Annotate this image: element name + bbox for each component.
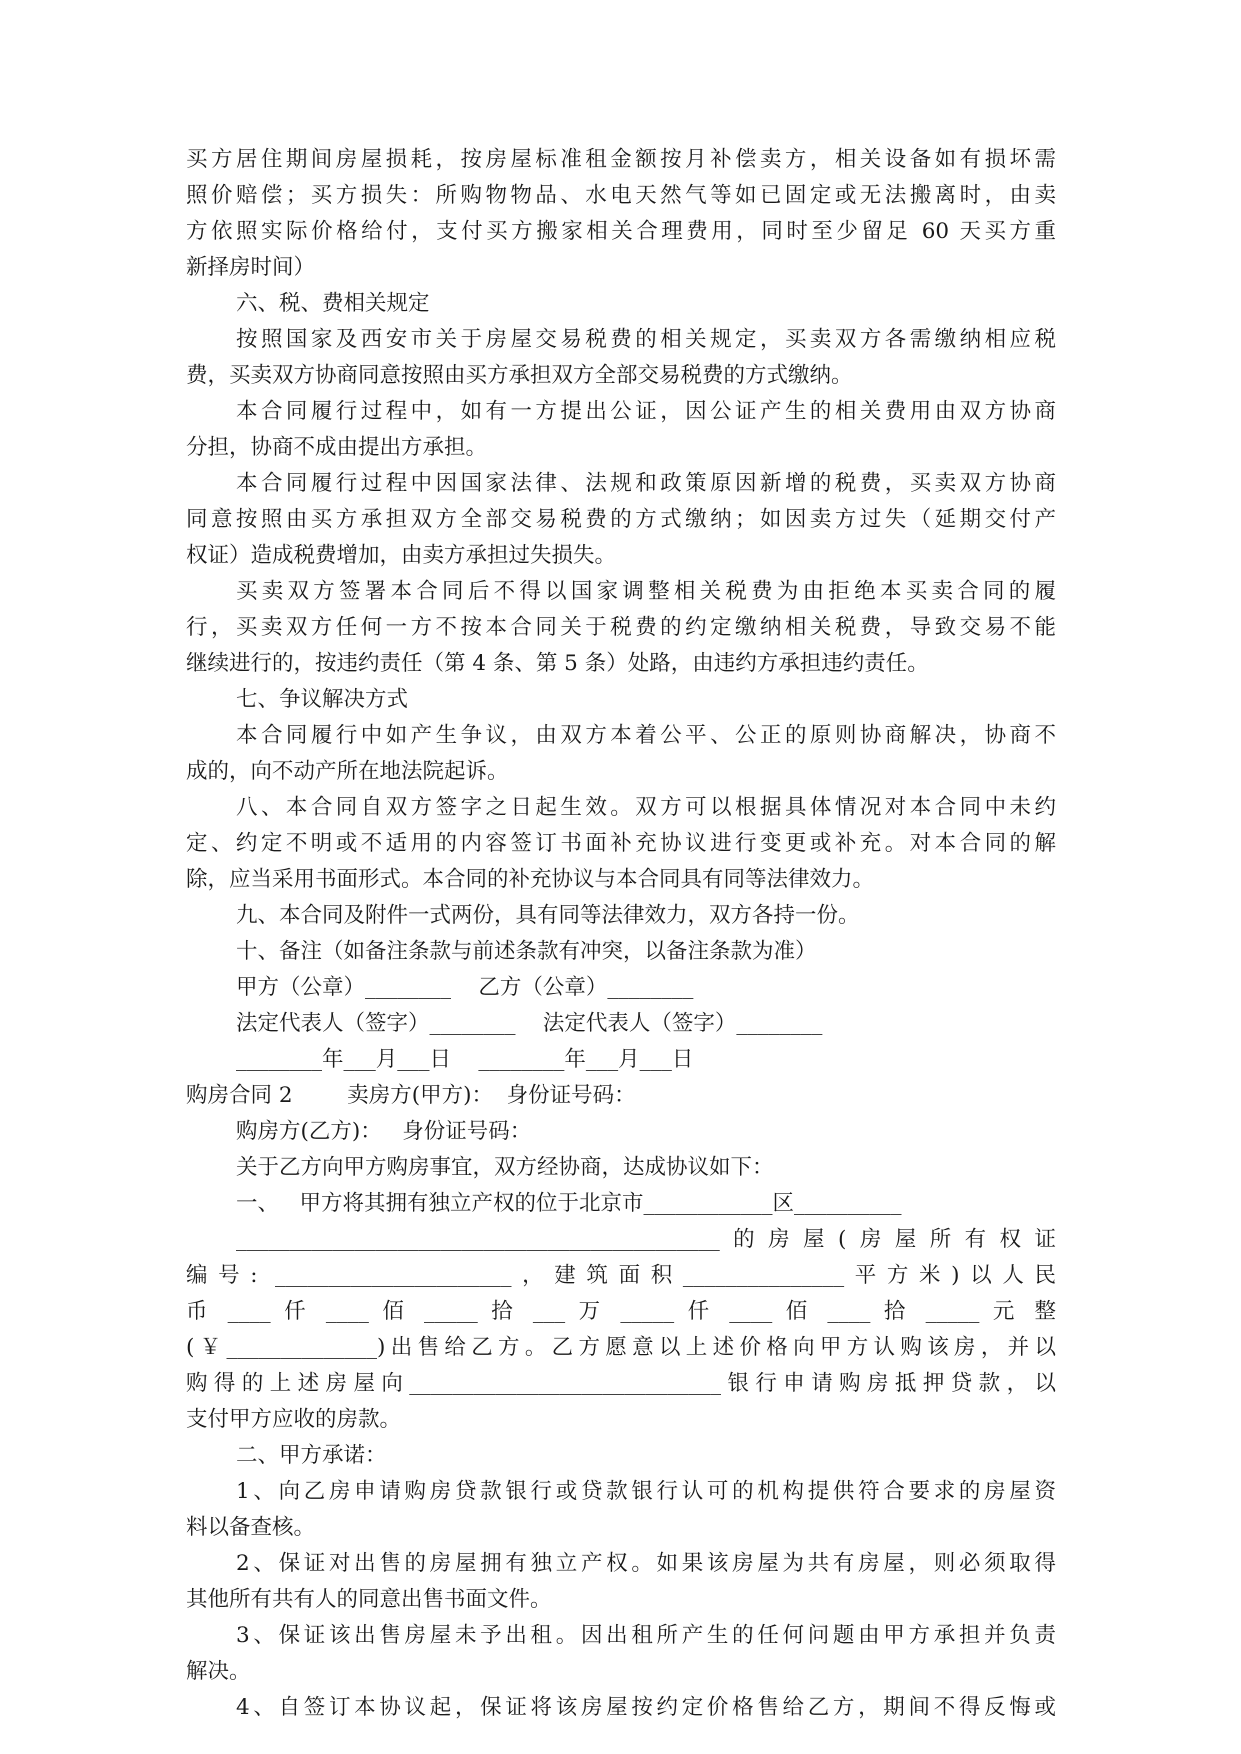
text-line: 4、自签订本协议起，保证将该房屋按约定价格售给乙方，期间不得反悔或 (236, 1695, 1056, 1720)
text-line: 编号: ______________________，建筑面积_______________平方米)以人民 (186, 1263, 1056, 1288)
text-line: 购房方(乙方)： 身份证号码： (236, 1119, 532, 1144)
section-heading: 二、甲方承诺： (236, 1443, 387, 1468)
text-line: 照价赔偿；买方损失：所购物物品、水电天然气等如已固定或无法搬离时，由卖 (186, 183, 1056, 208)
text-line: 关于乙方向甲方购房事宜，双方经协商，达成协议如下： (236, 1155, 774, 1180)
text-line: 解决。 (186, 1659, 251, 1684)
text-line: 除，应当采用书面形式。本合同的补充协议与本合同具有同等法律效力。 (186, 867, 875, 892)
text-line: 十、备注（如备注条款与前述条款有冲突，以备注条款为准） (236, 939, 817, 964)
text-line: 按照国家及西安市关于房屋交易税费的相关规定，买卖双方各需缴纳相应税 (236, 327, 1056, 352)
text-line: 其他所有共有人的同意出售书面文件。 (186, 1587, 552, 1612)
text-line: 支付甲方应收的房款。 (186, 1407, 402, 1432)
text-line: 币 ____ 仟 ____ 佰 _____ 拾 ___ 万 _____ 仟 ____ 佰 ____ 拾 _____ 元 整 (186, 1299, 1056, 1324)
contract-text (186, 142, 1056, 1726)
text-line: 购得的上述房屋向_____________________________银行申请购房抵押贷款，以 (186, 1371, 1056, 1396)
text-line: 九、本合同及附件一式两份，具有同等法律效力，双方各持一份。 (236, 903, 860, 928)
text-line: 1、向乙房申请购房贷款银行或贷款银行认可的机构提供符合要求的房屋资 (236, 1479, 1056, 1504)
signature-line: 法定代表人（签字）________ 法定代表人（签字）________ (236, 1011, 823, 1036)
signature-line: 甲方（公章）________ 乙方（公章）________ (236, 975, 694, 1000)
date-line: ________年___月___日 ________年___月___日 (236, 1047, 694, 1072)
text-line: 继续进行的，按违约责任（第 4 条、第 5 条）处路，由违约方承担违约责任。 (186, 651, 929, 676)
text-line: 本合同履行中如产生争议，由双方本着公平、公正的原则协商解决，协商不 (236, 723, 1056, 748)
document-title-line: 购房合同 2 卖房方(甲方)： 身份证号码： (186, 1083, 636, 1108)
text-line: 方依照实际价格给付，支付买方搬家相关合理费用，同时至少留足 60 天买方重 (186, 219, 1056, 244)
section-heading: 七、争议解决方式 (236, 687, 409, 712)
text-line: 行，买卖双方任何一方不按本合同关于税费的约定缴纳相关税费，导致交易不能 (186, 615, 1056, 640)
text-line: 同意按照由买方承担双方全部交易税费的方式缴纳；如因卖方过失（延期交付产 (186, 507, 1056, 532)
text-line: 料以备查核。 (186, 1515, 316, 1540)
text-line: 3、保证该出售房屋未予出租。因出租所产生的任何问题由甲方承担并负责 (236, 1623, 1056, 1648)
text-line: 分担，协商不成由提出方承担。 (186, 435, 488, 460)
text-line: 本合同履行过程中因国家法律、法规和政策原因新增的税费，买卖双方协商 (236, 471, 1056, 496)
text-line: 2、保证对出售的房屋拥有独立产权。如果该房屋为共有房屋，则必须取得 (236, 1551, 1056, 1576)
text-line: 买卖双方签署本合同后不得以国家调整相关税费为由拒绝本买卖合同的履 (236, 579, 1056, 604)
section-heading: 六、税、费相关规定 (236, 291, 430, 316)
text-line: 成的，向不动产所在地法院起诉。 (186, 759, 509, 784)
text-line: 本合同履行过程中，如有一方提出公证，因公证产生的相关费用由双方协商 (236, 399, 1056, 424)
text-line: 新择房时间） (186, 255, 316, 280)
text-line: 一、 甲方将其拥有独立产权的位于北京市____________区__________ (236, 1191, 902, 1216)
text-line: (￥______________)出售给乙方。乙方愿意以上述价格向甲方认购该房，并以 (186, 1335, 1056, 1360)
text-line: 费，买卖双方协商同意按照由买方承担双方全部交易税费的方式缴纳。 (186, 363, 853, 388)
text-line: _____________________________________________的房屋(房屋所有权证 (236, 1227, 1056, 1252)
text-line: 买方居住期间房屋损耗，按房屋标准租金额按月补偿卖方，相关设备如有损坏需 (186, 147, 1056, 172)
text-line: 定、约定不明或不适用的内容签订书面补充协议进行变更或补充。对本合同的解 (186, 831, 1056, 856)
text-line: 权证）造成税费增加，由卖方承担过失损失。 (186, 543, 617, 568)
text-line: 八、本合同自双方签字之日起生效。双方可以根据具体情况对本合同中未约 (236, 795, 1056, 820)
